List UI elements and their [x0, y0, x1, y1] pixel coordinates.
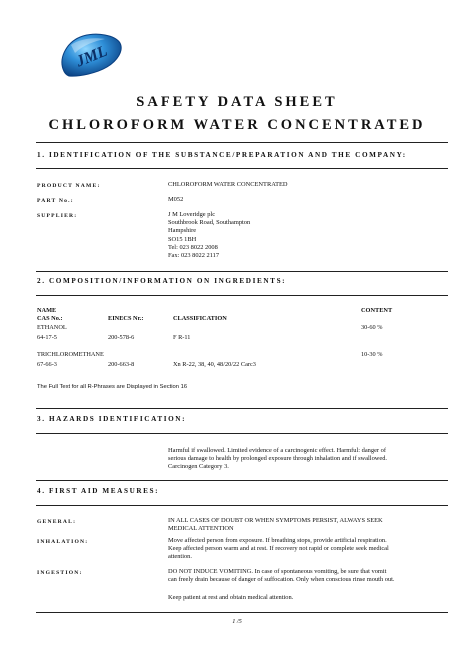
logo-text: JML — [73, 42, 110, 71]
inhalation-text — [168, 537, 389, 562]
section-rule — [36, 505, 448, 506]
col-content-header: CONTENT — [361, 307, 393, 314]
section-rule — [36, 480, 448, 481]
inhalation-line: attention. — [168, 553, 192, 561]
supplier-line: Tel: 023 8022 2008 — [168, 243, 218, 251]
product-name-label: PRODUCT NAME: — [37, 183, 101, 189]
footer-rule — [36, 612, 448, 613]
inhalation-line: Keep affected person warm and at rest. If recovery not rapid or complete seek medical — [168, 545, 389, 553]
general-line: MEDICAL ATTENTION — [168, 525, 234, 533]
hazards-line: Carcinogen Category 3. — [168, 463, 229, 471]
product-name-value: CHLOROFORM WATER CONCENTRATED — [168, 181, 288, 188]
ingestion-line: DO NOT INDUCE VOMITING. In case of spontaneous vomiting, be sure that vomit — [168, 568, 387, 575]
ingredient-classification: Xn R-22, 38, 40, 48/20/22 Carc3 — [173, 361, 256, 368]
hazards-line: Harmful if swallowed. Limited evidence of a carcinogenic effect. Harmful: danger of — [168, 447, 386, 454]
supplier-line: Fax: 023 8022 2117 — [168, 252, 220, 260]
ingredient-classification: F R-11 — [173, 334, 191, 341]
supplier-line: Hampshire — [168, 227, 197, 235]
section-rule — [36, 408, 448, 409]
inhalation-label: INHALATION: — [37, 539, 89, 545]
section-1-heading: 1. IDENTIFICATION OF THE SUBSTANCE/PREPARATION AND THE COMPANY: — [37, 151, 407, 159]
page-number: 1 /5 — [232, 618, 242, 625]
ingestion-extra: Keep patient at rest and obtain medical attention. — [168, 594, 294, 601]
inhalation-line: Move affected person from exposure. If breathing stops, provide artificial respiration. — [168, 537, 387, 544]
ingredient-cas: 64-17-5 — [37, 334, 57, 341]
hazards-text — [168, 447, 387, 472]
ingredient-cas: 67-66-3 — [37, 361, 57, 368]
col-einecs-header: EINECS Nr.: — [108, 315, 144, 322]
col-classification-header: CLASSIFICATION — [173, 315, 227, 322]
product-title: CHLOROFORM WATER CONCENTRATED — [48, 117, 426, 133]
hazards-line: serious damage to health by prolonged exposure through inhalation and if swallowed. — [168, 455, 388, 463]
general-text — [168, 517, 383, 533]
document-title: SAFETY DATA SHEET — [136, 94, 338, 110]
section-rule — [36, 142, 448, 143]
supplier-label: SUPPLIER: — [37, 213, 78, 219]
section-4-heading: 4. FIRST AID MEASURES: — [37, 487, 160, 495]
col-cas-header: CAS No.: — [37, 315, 63, 322]
company-logo — [57, 31, 125, 79]
section-3-heading: 3. HAZARDS IDENTIFICATION: — [37, 415, 187, 423]
ingestion-label: INGESTION: — [37, 570, 83, 576]
general-line: IN ALL CASES OF DOUBT OR WHEN SYMPTOMS PERSIST, ALWAYS SEEK — [168, 517, 383, 524]
section-rule — [36, 271, 448, 272]
ingredient-content: 10-30 % — [361, 351, 383, 358]
ingredient-content: 30-60 % — [361, 324, 383, 331]
col-name-header: NAME — [37, 307, 57, 314]
section-rule — [36, 433, 448, 434]
ingestion-line: can freely drain because of danger of suffocation. Only when conscious rinse mouth out. — [168, 576, 395, 584]
r-phrases-note: The Full Text for all R-Phrases are Displayed in Section 16 — [37, 384, 188, 390]
section-rule — [36, 168, 448, 169]
ingredient-einecs: 200-663-8 — [108, 361, 135, 368]
section-2-heading: 2. COMPOSITION/INFORMATION ON INGREDIENTS: — [37, 277, 287, 285]
supplier-line: SO15 1BH — [168, 235, 197, 243]
general-label: GENERAL: — [37, 519, 77, 525]
supplier-line: Southbrook Road, Southampton — [168, 219, 251, 227]
supplier-line: J M Loveridge plc — [168, 211, 216, 218]
section-rule — [36, 295, 448, 296]
ingredient-name: ETHANOL — [37, 324, 67, 331]
supplier-address — [168, 211, 250, 260]
part-no-label: PART No.: — [37, 198, 74, 204]
ingestion-text — [168, 568, 395, 584]
ingredient-name: TRICHLOROMETHANE — [37, 351, 104, 358]
part-no-value: M052 — [168, 196, 184, 203]
ingredient-einecs: 200-578-6 — [108, 334, 135, 341]
